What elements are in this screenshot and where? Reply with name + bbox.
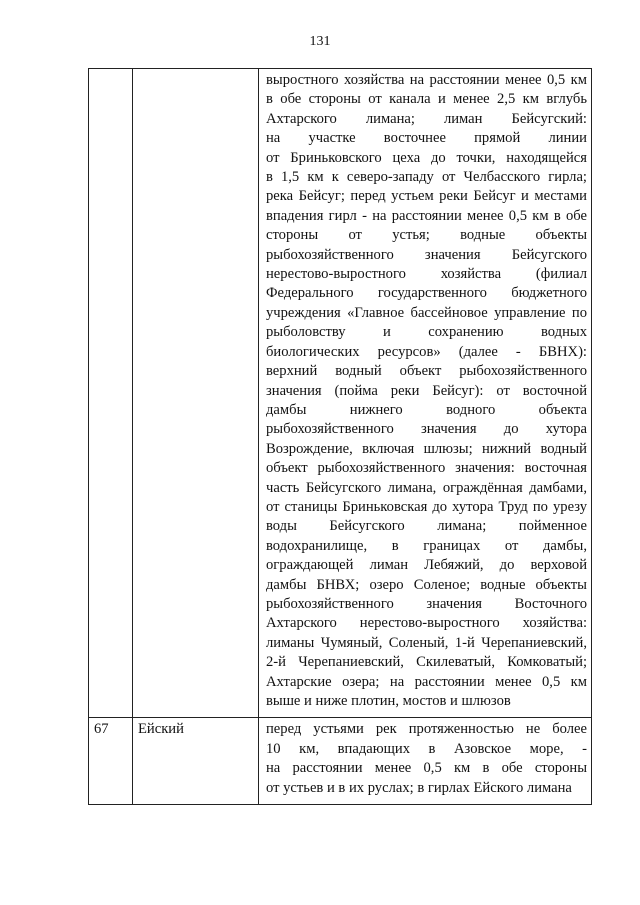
description-line: объект рыбохозяйственного значения: восточная xyxy=(266,460,587,477)
description-line: воды Бейсугского лимана; пойменное xyxy=(266,518,587,535)
description-cell xyxy=(259,69,592,718)
description-cell xyxy=(259,718,592,805)
description-line: стороны от устья; водные объекты xyxy=(266,227,587,244)
description-line: от устьев и в их руслах; в гирлах Ейского лимана xyxy=(266,779,572,796)
description-line: учреждения «Главное бассейновое управление по xyxy=(266,304,587,321)
description-line: дамбы БНВХ; озеро Соленое; водные объекты xyxy=(266,576,587,593)
description-line: верхний водный объект рыбохозяйственного xyxy=(266,363,587,380)
description-line: Ахтарские озера; на расстоянии менее 0,5 км xyxy=(266,673,587,690)
description-line: водохранилище, в границах от дамбы, xyxy=(266,537,587,554)
row-number: 67 xyxy=(94,721,109,738)
description-line: значения (пойма реки Бейсуг): от восточной xyxy=(266,382,587,399)
description-line: перед устьями рек протяженностью не более xyxy=(266,721,587,738)
description-line: рыбохозяйственного значения Восточного xyxy=(266,595,587,612)
table-body xyxy=(89,69,592,805)
description-line: Ахтарского лимана; лиман Бейсугский: xyxy=(266,110,587,127)
regulations-table xyxy=(88,68,592,805)
description-line: часть Бейсугского лимана, ограждённая дамбами, xyxy=(266,479,587,496)
description-line: 10 км, впадающих в Азовское море, - xyxy=(266,740,587,757)
description-line: Ахтарского нерестово-выростного хозяйства: xyxy=(266,615,587,632)
description-line: на расстоянии менее 0,5 км в обе стороны xyxy=(266,760,587,777)
description-line: биологических ресурсов» (далее - БВНХ): xyxy=(266,343,587,360)
row-number-cell xyxy=(89,69,133,718)
description-line: рыбохозяйственного значения до хутора xyxy=(266,421,587,438)
description-line: от станицы Бриньковская до хутора Труд по урезу xyxy=(266,498,587,515)
district-cell xyxy=(133,69,259,718)
description-line: Федерального государственного бюджетного xyxy=(266,285,587,302)
description-line: лиманы Чумяный, Соленый, 1-й Черепаниевский, xyxy=(266,634,587,651)
description-line: нерестово-выростного хозяйства (филиал xyxy=(266,266,587,283)
description-line: Возрождение, включая шлюзы; нижний водный xyxy=(266,440,587,457)
description-line: от Бриньковского цеха до точки, находящейся xyxy=(266,149,587,166)
description-line: выростного хозяйства на расстоянии менее 0,5 км xyxy=(266,72,587,88)
description-line: рыбохозяйственного значения Бейсугского xyxy=(266,246,587,263)
description-line: 2-й Черепаниевский, Скилеватый, Комковатый; xyxy=(266,654,587,671)
description-line: рыболовству и сохранению водных xyxy=(266,324,587,341)
page-number: 131 xyxy=(309,34,331,49)
description-line: река Бейсуг; перед устьем реки Бейсуг и местами xyxy=(266,188,587,205)
description-line: впадения гирл - на расстоянии менее 0,5 км в обе xyxy=(266,207,587,224)
district-cell xyxy=(133,718,259,805)
table-row xyxy=(89,69,592,718)
district-name xyxy=(133,69,258,72)
description-line: на участке восточнее прямой линии xyxy=(266,130,587,147)
row-number-cell xyxy=(89,718,133,805)
description-line: в обе стороны от канала и менее 2,5 км вглубь xyxy=(266,91,587,108)
description-line: выше и ниже плотин, мостов и шлюзов xyxy=(266,693,511,709)
description-line: ограждающей лиман Лебяжий, до верховой xyxy=(266,557,587,574)
description-line: дамбы нижнего водного объекта xyxy=(266,401,587,418)
district-name: Ейский xyxy=(138,721,184,738)
row-number xyxy=(89,69,132,72)
table-row xyxy=(89,718,592,805)
description-line: в 1,5 км к северо-западу от Челбасского гирла; xyxy=(266,169,587,186)
